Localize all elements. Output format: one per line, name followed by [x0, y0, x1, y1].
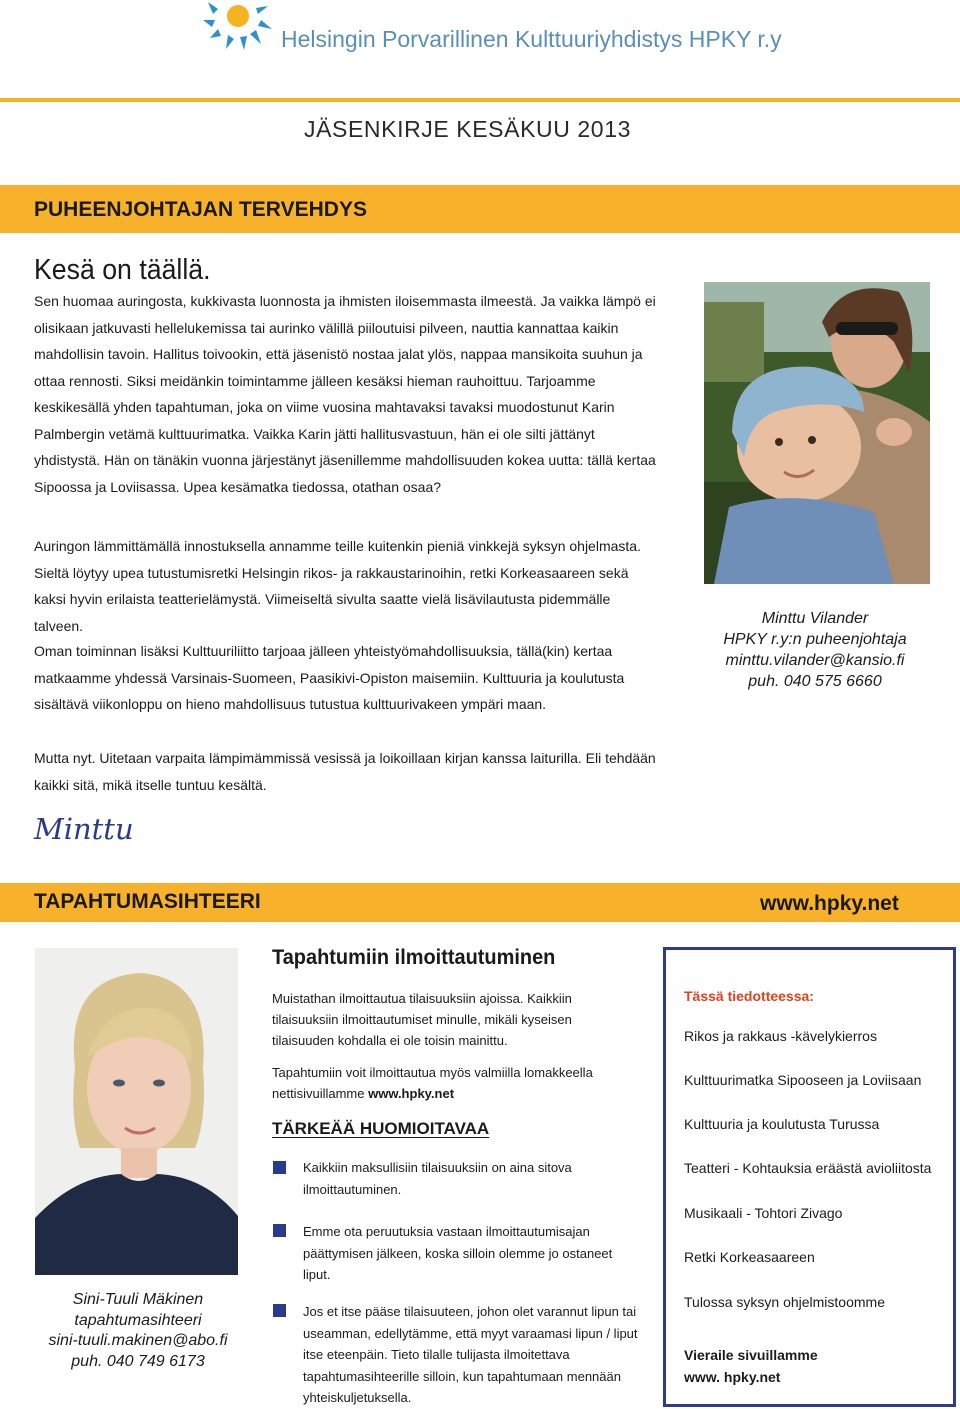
chair-caption: [690, 608, 940, 692]
important-note: Kaikkiin maksullisiin tilaisuuksiin on aina sitova ilmoittautuminen.: [303, 1160, 572, 1197]
contents-item: Kulttuurimatka Sipooseen ja Loviisaan: [684, 1072, 922, 1088]
header-divider: [0, 98, 960, 102]
contents-item: Tulossa syksyn ohjelmistoomme: [684, 1294, 885, 1310]
newsletter-title: JÄSENKIRJE KESÄKUU 2013: [304, 116, 631, 142]
important-note: Jos et itse pääse tilaisuuteen, johon olet varannut lipun tai useamman, edellytämme, että myyt varaamasi lipun / liput itse eteenpäin. Tieto tilalle tulijasta ilmoitettava tapahtumasihteerille silloin, kun tapahtumaan mennään yhteiskuljetuksella.: [303, 1304, 638, 1405]
contents-item: Rikos ja rakkaus -kävelykierros: [684, 1028, 877, 1044]
chair-role: HPKY r.y:n puheenjohtaja: [723, 631, 907, 648]
article-headline: Kesä on täällä.: [34, 254, 211, 286]
secretary-caption: [28, 1290, 248, 1372]
registration-title: Tapahtumiin ilmoittautuminen: [272, 946, 556, 969]
signature: Minttu: [34, 812, 134, 846]
secretary-name: Sini-Tuuli Mäkinen: [72, 1291, 204, 1308]
contents-item: Retki Korkeasaareen: [684, 1249, 815, 1265]
important-note: Emme ota peruutuksia vastaan ilmoittautumisajan päättymisen jälkeen, koska silloin olemme jo ostaneet liput.: [303, 1224, 613, 1282]
visit-website-label: Vieraile sivuillamme: [684, 1347, 818, 1363]
section-title-event-secretary: TAPAHTUMASIHTEERI: [34, 890, 261, 913]
bullet-square-icon: [273, 1161, 286, 1174]
chair-name: Minttu Vilander: [761, 610, 869, 627]
chair-photo: [704, 282, 930, 584]
contents-item: Musikaali - Tohtori Zivago: [684, 1205, 843, 1221]
contents-title: Tässä tiedotteessa:: [684, 988, 814, 1004]
article-paragraph: Sen huomaa auringosta, kukkivasta luonnosta ja ihmisten iloisemmasta ilmeestä. Ja vaikka lämpö ei olisikaan jatkuvasti hellelukemissa tai aurinko välillä piiloutuisi pilveen, nauttia kannattaa kaikin mahdollisin tavoin. Hallitus toivookin, että jäsenistö nostaa jalat ylös, nappaa mansikoita suuhun ja ottaa rennosti. Siksi meidänkin toimintamme jälleen kesäksi hieman rauhoittuu. Tarjoamme keskikesällä yhden tapahtuman, joka on viime vuosina mahtavaksi tavaksi muodostunut Karin Palmbergin vetämä kulttuurimatka. Vaikka Karin jätti hallitusvastuun, hän ei ole silti jättänyt yhdistystä. Hän on tänäkin vuonna järjestänyt jäsenillemme mahdollisuuden kokea uutta: tällä kertaa Sipoossa ja Loviisassa. Upea kesämatka tiedossa, otathan osaa?: [34, 293, 656, 495]
visit-website: [684, 1345, 818, 1388]
article-paragraph: Mutta nyt. Uitetaan varpaita lämpimämmissä vesissä ja loikoillaan kirjan kanssa laiturilla. Eli tehdään kaikki sitä, mikä itselle tuntuu kesältä.: [34, 750, 656, 793]
contents-item: Kulttuuria ja koulutusta Turussa: [684, 1116, 880, 1132]
article-paragraph: Auringon lämmittämällä innostuksella annamme teille kuitenkin pieniä vinkkejä syksyn ohjelmasta. Sieltä löytyy upea tutustumisretki Helsingin rikos- ja rakkaustarinoihin, retki Korkeasaareen sekä kaksi hyvin erilaista teatterielämystä. Viimeiseltä sivulta saatte vielä lisävilautusta pidemmälle talveen.: [34, 538, 641, 634]
organization-logo-icon: [200, 0, 276, 52]
website-link[interactable]: www.hpky.net: [760, 892, 899, 915]
bullet-square-icon: [273, 1224, 286, 1237]
contents-item: Teatteri - Kohtauksia eräästä avioliitosta: [684, 1160, 932, 1176]
registration-online-label: Tapahtumiin voit ilmoittautua myös valmiilla lomakkeella nettisivuillamme: [272, 1065, 593, 1101]
contents-box: [663, 947, 956, 1407]
chair-email[interactable]: minttu.vilander@kansio.fi: [725, 652, 905, 669]
secretary-photo: [35, 948, 238, 1275]
chair-phone: puh. 040 575 6660: [748, 673, 882, 690]
secretary-role: tapahtumasihteeri: [74, 1311, 202, 1329]
important-notes-title: TÄRKEÄÄ HUOMIOITAVAA: [272, 1119, 490, 1138]
registration-website-link[interactable]: www.hpky.net: [368, 1086, 455, 1101]
secretary-email[interactable]: sini-tuuli.makinen@abo.fi: [48, 1332, 228, 1349]
registration-online-text: [272, 1062, 642, 1104]
registration-text: Muistathan ilmoittautua tilaisuuksiin ajoissa. Kaikkiin tilaisuuksiin ilmoittautumiset minulle, mikäli kyseisen tilaisuuden kohdalla ei ole toisin mainittu.: [272, 991, 572, 1048]
organization-name: Helsingin Porvarillinen Kulttuuriyhdistys HPKY r.y: [281, 26, 782, 52]
bullet-square-icon: [273, 1304, 286, 1317]
visit-website-link[interactable]: www. hpky.net: [684, 1368, 781, 1385]
section-title-chair-greeting: PUHEENJOHTAJAN TERVEHDYS: [34, 198, 367, 221]
secretary-phone: puh. 040 749 6173: [71, 1352, 205, 1370]
article-paragraph: Oman toiminnan lisäksi Kulttuuriliitto tarjoaa jälleen yhteistyömahdollisuuksia, tällä(kin) kertaa matkaamme yhdessä Varsinais-Suomeen, Paasikivi-Opiston maisemiin. Kulttuuria ja koulutusta sisältävä viikonloppu on hieno mahdollisuus tutustua kulttuurivakeen ympäri maan.: [34, 643, 625, 712]
